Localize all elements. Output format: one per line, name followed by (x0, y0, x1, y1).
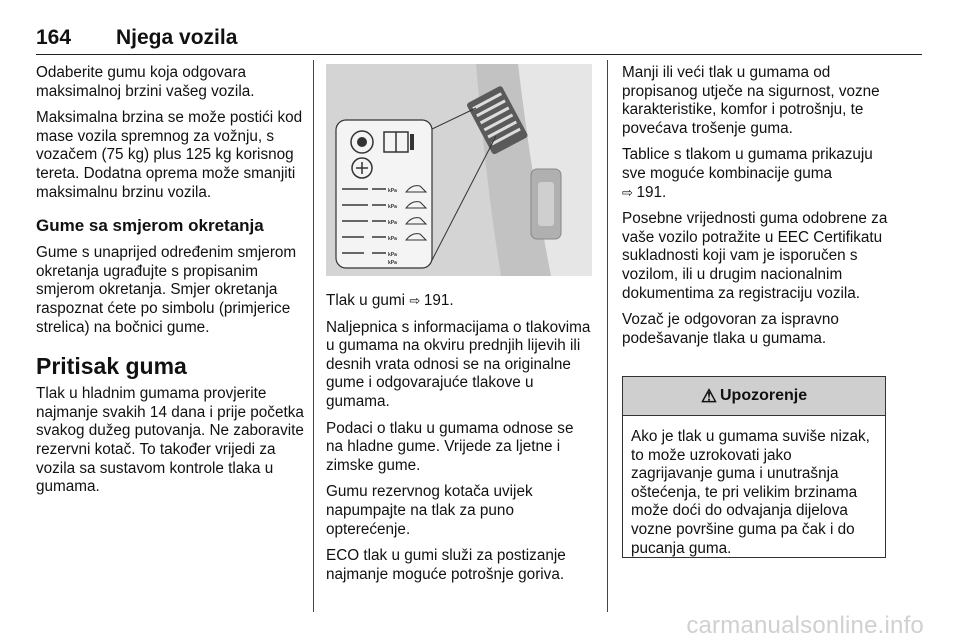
label-unit: kPa (388, 188, 397, 194)
page-ref[interactable]: 191. (636, 183, 667, 201)
paragraph (622, 146, 888, 202)
paragraph: Tlak u hladnim gumama provjerite najmanje svakih 14 dana i prije početka svakog dužeg putovanja. Ne zaboravite rezervni kotač. To također vrijedi za vozila sa sustavom kontrole tlaka u gumama. (36, 385, 304, 496)
paragraph: Vozač je odgovoran za ispravno podešavanje tlaka u gumama. (622, 311, 839, 347)
paragraph: ECO tlak u gumi služi za postizanje najmanje moguće potrošnje goriva. (326, 547, 566, 583)
paragraph: Podaci o tlaku u gumama odnose se na hladne gume. Vrijede za ljetne i zimske gume. (326, 419, 574, 474)
watermark: carmanualsonline.info (686, 612, 924, 639)
page-reference-arrow-icon[interactable]: ⇨ (622, 184, 637, 200)
chapter-title: Njega vozila (116, 26, 238, 49)
caption-text: Tlak u gumi (326, 292, 410, 309)
column-divider-1 (313, 60, 314, 612)
page-number: 164 (36, 26, 72, 49)
label-unit: kPa (388, 236, 397, 242)
paragraph: Posebne vrijednosti guma odobrene za vaše vozilo potražite u EEC Certifikatu sukladnosti koji vam je isporučen s vozilom, ili u drugim nacionalnim dokumentima za registraciju vozila. (622, 210, 888, 302)
paragraph: Gume s unaprijed određenim smjerom okretanja ugrađujte s propisanim smjerom okretanja. Smjer okretanja raspoznat ćete po simbolu (primjerice strelica) na bočnici gume. (36, 244, 297, 336)
paragraph-text: Tablice s tlakom u gumama prikazuju sve moguće kombinacije guma (622, 146, 873, 182)
paragraph: Gumu rezervnog kotača uvijek napumpajte na tlak za puno opterećenje. (326, 483, 533, 538)
label-unit: kPa (388, 252, 397, 258)
warning-triangle-icon: ⚠ (700, 385, 717, 406)
tyre-pressure-label-figure (326, 64, 592, 276)
caption-page-ref[interactable]: 191. (423, 292, 454, 309)
column-middle (326, 292, 594, 592)
paragraph: Odaberite gumu koja odgovara maksimalnoj brzini vašeg vozila. (36, 64, 255, 100)
label-unit: kPa (388, 204, 397, 210)
column-divider-2 (607, 60, 608, 612)
paragraph: Maksimalna brzina se može postići kod mase vozila spremnog za vožnju, s vozačem (75 kg) plus 125 kg korisnog tereta. Dodatna oprema može smanjiti maksimalnu brzinu vozila. (36, 109, 303, 201)
label-unit: kPa (388, 260, 397, 266)
warning-title: Upozorenje (720, 387, 808, 404)
door-frame-illustration (326, 64, 592, 276)
paragraph: Manji ili veći tlak u gumama od propisanog utječe na sigurnost, vozne karakteristike, komfor i potrošnju, te povećava trošenje guma. (622, 64, 880, 137)
paragraph: Naljepnica s informacijama o tlakovima u gumama na okviru prednjih lijevih ili desnih vrata odnosi se na originalne gume i odgovarajuće tlakove u gumama. (326, 318, 591, 410)
warning-box (622, 376, 886, 558)
label-unit: kPa (388, 220, 397, 226)
page-reference-arrow-icon[interactable]: ⇨ (409, 293, 424, 308)
warning-header (623, 377, 885, 416)
subheading-directional-tyres: Gume sa smjerom okretanja (36, 216, 264, 236)
page-header (36, 26, 922, 55)
section-title-tyre-pressure: Pritisak guma (36, 353, 187, 380)
column-left (36, 64, 304, 505)
figure-caption (326, 292, 594, 311)
warning-text: Ako je tlak u gumama suviše nizak, to može uzrokovati jako zagrijavanje guma i unutrašnja oštećenja, te pri velikim brzinama može doći do odvajanja dijelova vozne površine guma pa čak i do pucanja guma. (631, 428, 870, 557)
column-right (622, 64, 888, 356)
